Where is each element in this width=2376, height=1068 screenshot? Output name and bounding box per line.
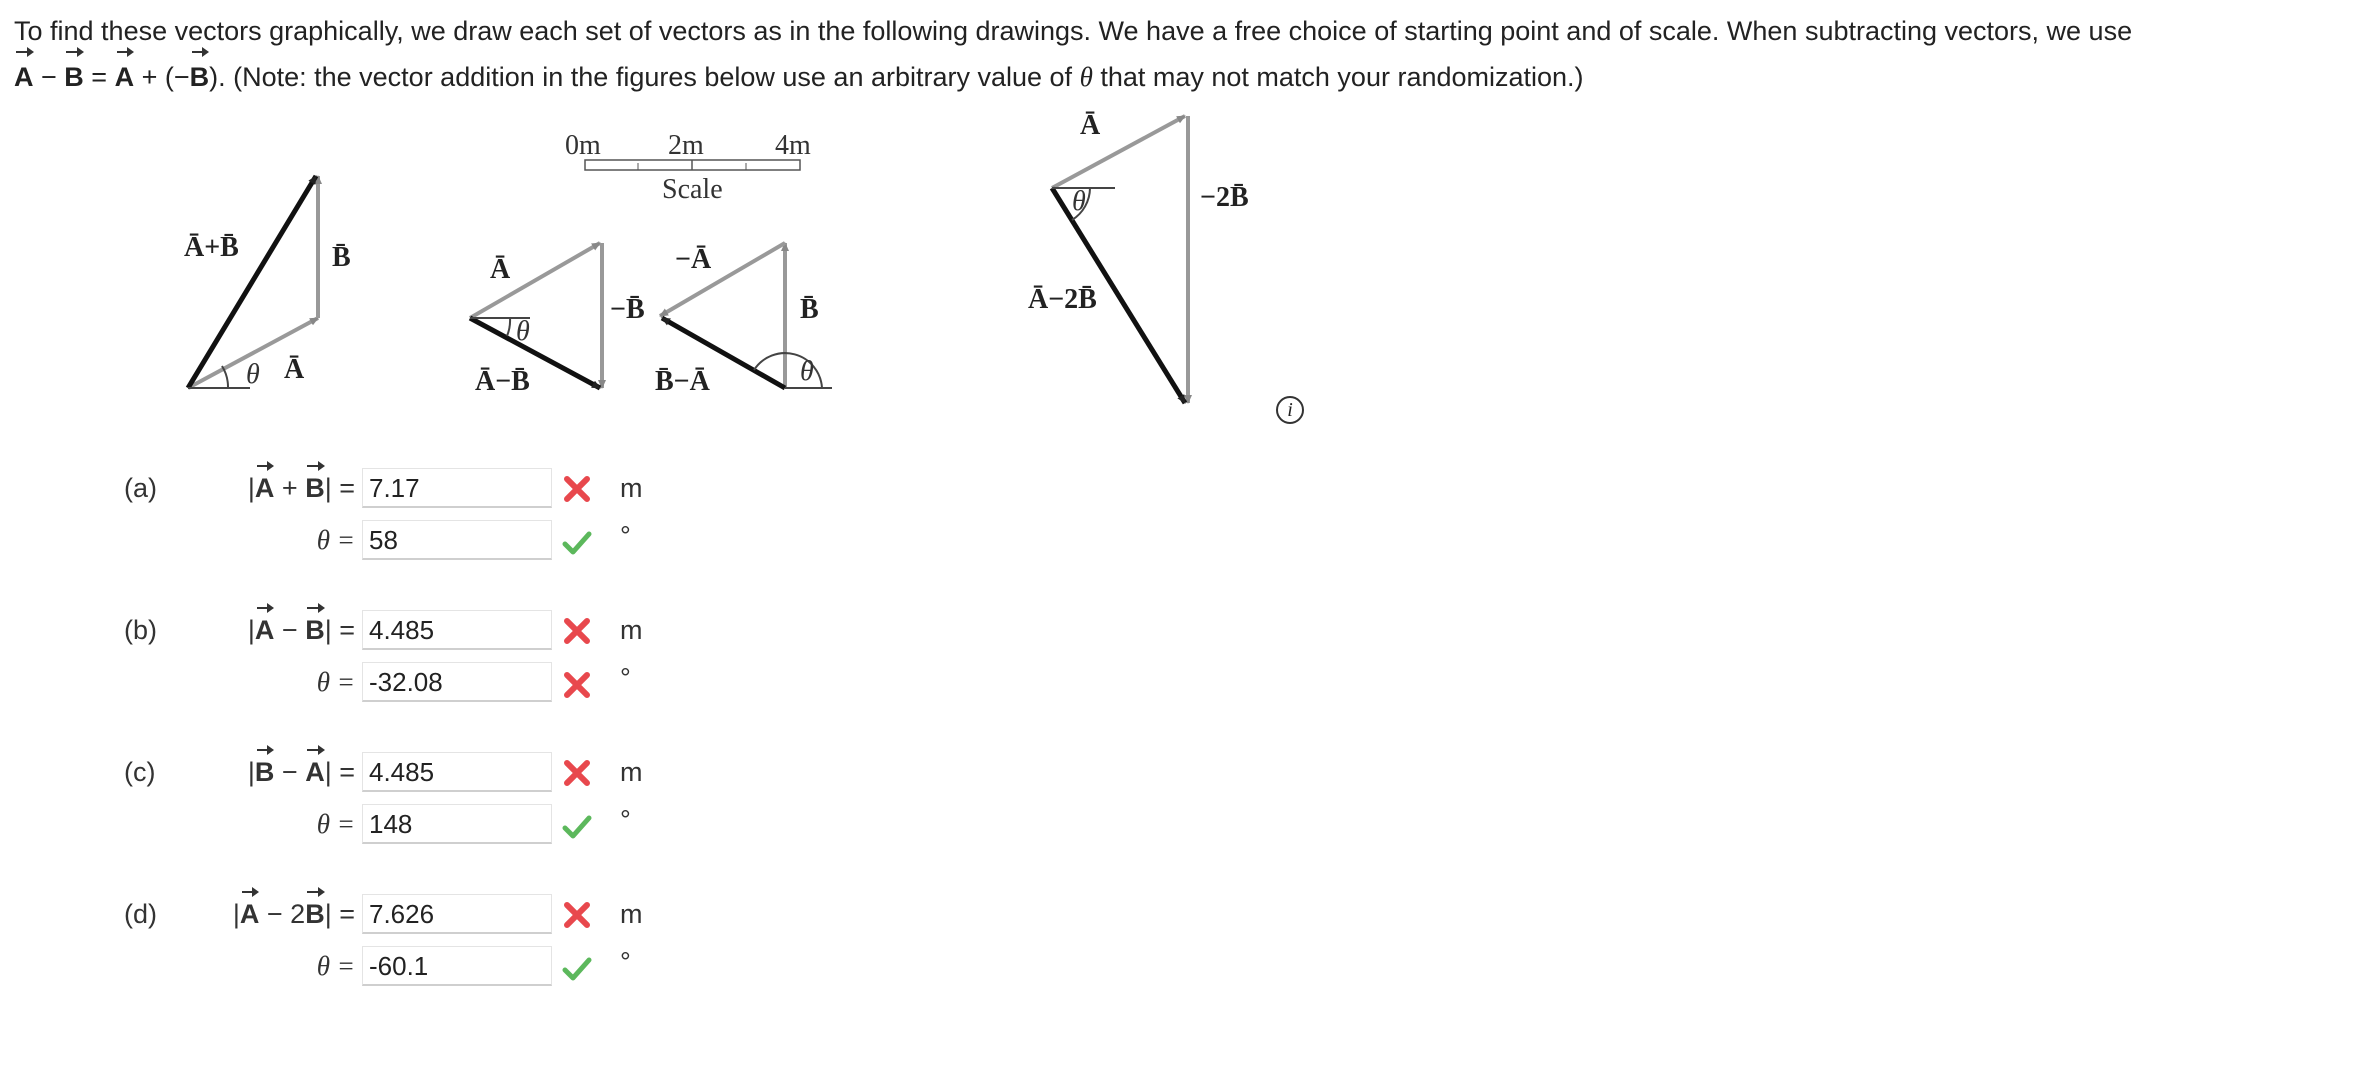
- vector-a: A: [305, 752, 325, 792]
- label-b: B̄: [332, 242, 351, 273]
- vector-a: A: [255, 468, 275, 508]
- equals-sign: =: [331, 615, 355, 645]
- expression: [233, 894, 355, 934]
- vector-b: B: [64, 54, 84, 100]
- part-c: [0, 752, 900, 872]
- intro-line1: To find these vectors graphically, we draw each set of vectors as in the following drawings. We have a free choice of starting point and of scale. When subtracting vectors, we use: [14, 16, 2133, 46]
- label-theta: θ: [1072, 186, 1086, 217]
- equals-sign: =: [331, 473, 355, 503]
- part-label: (a): [124, 473, 157, 503]
- magnitude-input[interactable]: 7.626: [362, 894, 552, 934]
- operator: −: [274, 757, 306, 787]
- equals-sign: =: [331, 757, 355, 787]
- magnitude-input[interactable]: 4.485: [362, 610, 552, 650]
- figure-a-plus-b: [184, 176, 351, 390]
- vector-a: A: [115, 54, 135, 100]
- theta-label: θ =: [316, 951, 355, 981]
- theta-label: θ =: [316, 667, 355, 697]
- label-theta: θ: [800, 356, 814, 387]
- vector-b: B: [190, 54, 210, 100]
- vector-b: B: [255, 752, 275, 792]
- theta-symbol: θ: [1079, 62, 1093, 92]
- info-icon[interactable]: i: [1276, 396, 1304, 424]
- note-text-end: that may not match your randomization.): [1092, 62, 1584, 92]
- x-mark-icon: [562, 474, 592, 504]
- label-b-minus-a: B̄−Ā: [655, 366, 710, 397]
- vector-b: B: [305, 468, 325, 508]
- label-neg-b: −B̄: [610, 294, 645, 325]
- angle-input[interactable]: 58: [362, 520, 552, 560]
- expression: [248, 610, 355, 650]
- scale-label-2m: 2m: [668, 130, 704, 161]
- scale-label-0m: 0m: [565, 130, 601, 161]
- magnitude-input[interactable]: 7.17: [362, 468, 552, 508]
- unit-degrees: °: [620, 663, 631, 693]
- x-mark-icon: [562, 758, 592, 788]
- label-neg-2b: −2B̄: [1200, 182, 1249, 213]
- figure-a-minus-2b: [1028, 110, 1249, 403]
- close-paren: ).: [209, 62, 226, 92]
- expression: [248, 468, 355, 508]
- abs-close: |: [324, 757, 332, 787]
- part-b: [0, 610, 900, 730]
- plus-sign: + (−: [134, 62, 190, 92]
- vector-a: A: [240, 894, 260, 934]
- note-text: (Note: the vector addition in the figures below use an arbitrary value of: [225, 62, 1080, 92]
- part-a: [0, 468, 900, 588]
- unit-meters: m: [620, 473, 643, 503]
- check-mark-icon: [562, 812, 592, 842]
- vector-b: B: [305, 610, 325, 650]
- vector-a: A: [255, 610, 275, 650]
- abs-close: |: [324, 615, 332, 645]
- label-a: Ā: [490, 254, 511, 285]
- angle-input[interactable]: 148: [362, 804, 552, 844]
- label-a-plus-b: Ā+B̄: [184, 232, 239, 263]
- unit-meters: m: [620, 615, 643, 645]
- abs-open: |: [247, 757, 255, 787]
- label-neg-a: −Ā: [675, 244, 712, 275]
- label-a: Ā: [1080, 110, 1101, 141]
- abs-open: |: [247, 615, 255, 645]
- part-label: (c): [124, 757, 156, 787]
- theta-label: θ =: [316, 809, 355, 839]
- x-mark-icon: [562, 670, 592, 700]
- label-a-minus-2b: Ā−2B̄: [1028, 284, 1097, 315]
- expression: [248, 752, 355, 792]
- x-mark-icon: [562, 616, 592, 646]
- equals-sign: =: [83, 62, 115, 92]
- vector-b: B: [305, 894, 325, 934]
- equals-sign: =: [331, 899, 355, 929]
- operator: − 2: [259, 899, 306, 929]
- check-mark-icon: [562, 954, 592, 984]
- intro-paragraph: [14, 8, 2364, 100]
- scale-label-4m: 4m: [775, 130, 811, 161]
- angle-input[interactable]: -60.1: [362, 946, 552, 986]
- unit-degrees: °: [620, 521, 631, 551]
- abs-open: |: [232, 899, 240, 929]
- scale-title: Scale: [662, 174, 723, 205]
- part-label: (b): [124, 615, 157, 645]
- theta-label: θ =: [316, 525, 355, 555]
- part-d: [0, 894, 900, 1014]
- operator: −: [274, 615, 306, 645]
- label-theta: θ: [516, 316, 530, 347]
- unit-degrees: °: [620, 947, 631, 977]
- abs-open: |: [247, 473, 255, 503]
- magnitude-input[interactable]: 4.485: [362, 752, 552, 792]
- x-mark-icon: [562, 900, 592, 930]
- check-mark-icon: [562, 528, 592, 558]
- unit-degrees: °: [620, 805, 631, 835]
- minus-sign: −: [33, 62, 65, 92]
- label-a: Ā: [284, 354, 305, 385]
- vector-diagram-figure: [160, 108, 1360, 428]
- part-label: (d): [124, 899, 157, 929]
- operator: +: [274, 473, 306, 503]
- label-theta: θ: [246, 359, 260, 390]
- unit-meters: m: [620, 899, 643, 929]
- angle-input[interactable]: -32.08: [362, 662, 552, 702]
- abs-close: |: [324, 899, 332, 929]
- vector-a: A: [14, 54, 34, 100]
- figure-b-minus-a: [655, 243, 832, 397]
- label-b: B̄: [800, 294, 819, 325]
- scale-bar: [565, 130, 811, 205]
- abs-close: |: [324, 473, 332, 503]
- label-a-minus-b: Ā−B̄: [475, 366, 530, 397]
- unit-meters: m: [620, 757, 643, 787]
- figure-a-minus-b: [470, 243, 645, 397]
